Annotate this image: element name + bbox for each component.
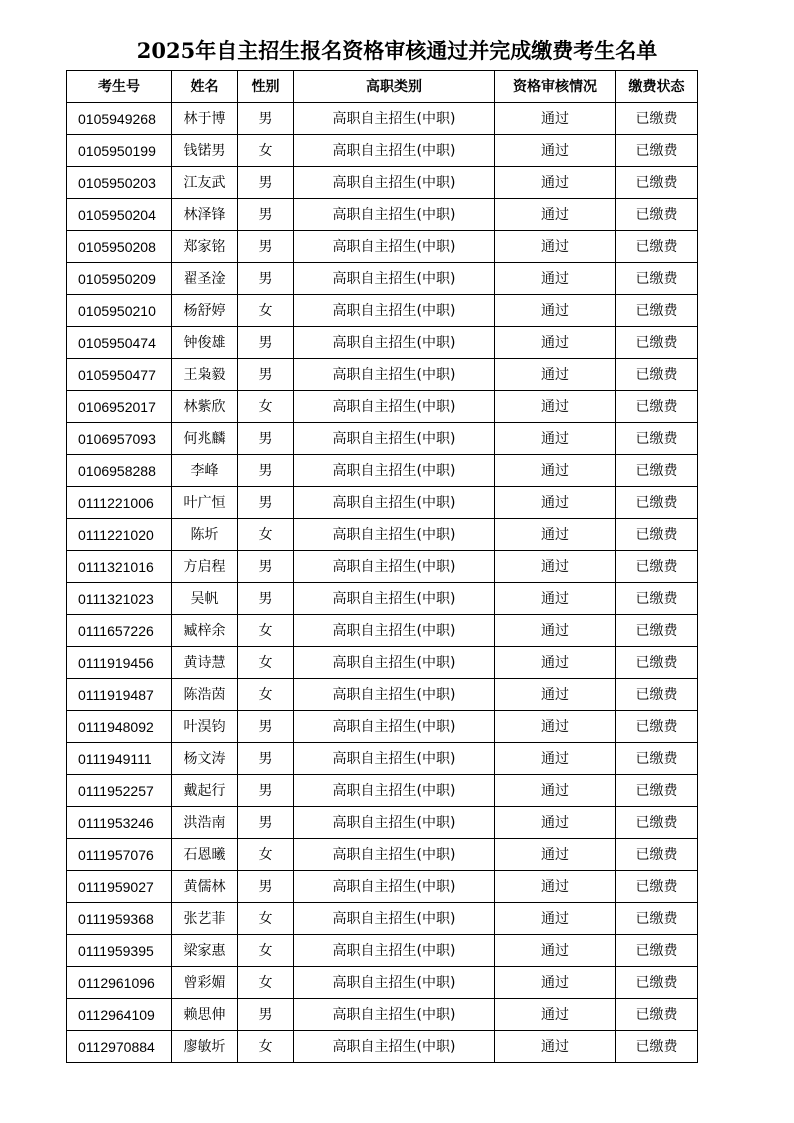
cell-candidate-id: 0112970884 bbox=[67, 1031, 172, 1063]
cell-candidate-name: 钱锘男 bbox=[172, 135, 238, 167]
table-row bbox=[67, 455, 698, 487]
cell-payment-status: 已缴费 bbox=[616, 263, 698, 295]
cell-candidate-name: 钟俊雄 bbox=[172, 327, 238, 359]
table-body bbox=[67, 103, 698, 1063]
table-row bbox=[67, 967, 698, 999]
cell-candidate-id: 0105950203 bbox=[67, 167, 172, 199]
cell-candidate-name: 杨舒婷 bbox=[172, 295, 238, 327]
cell-payment-status: 已缴费 bbox=[616, 935, 698, 967]
cell-review-status: 通过 bbox=[495, 487, 616, 519]
table-row bbox=[67, 839, 698, 871]
cell-category: 高职自主招生(中职) bbox=[294, 839, 495, 871]
cell-candidate-id: 0105950477 bbox=[67, 359, 172, 391]
cell-category: 高职自主招生(中职) bbox=[294, 487, 495, 519]
cell-review-status: 通过 bbox=[495, 935, 616, 967]
cell-candidate-name: 叶广恒 bbox=[172, 487, 238, 519]
cell-payment-status: 已缴费 bbox=[616, 967, 698, 999]
table-row bbox=[67, 935, 698, 967]
cell-review-status: 通过 bbox=[495, 263, 616, 295]
cell-review-status: 通过 bbox=[495, 999, 616, 1031]
cell-review-status: 通过 bbox=[495, 807, 616, 839]
cell-category: 高职自主招生(中职) bbox=[294, 327, 495, 359]
cell-category: 高职自主招生(中职) bbox=[294, 711, 495, 743]
cell-review-status: 通过 bbox=[495, 1031, 616, 1063]
cell-candidate-id: 0111949111 bbox=[67, 743, 172, 775]
table-row bbox=[67, 391, 698, 423]
cell-gender: 女 bbox=[238, 615, 294, 647]
cell-gender: 男 bbox=[238, 583, 294, 615]
table-row bbox=[67, 807, 698, 839]
cell-category: 高职自主招生(中职) bbox=[294, 103, 495, 135]
column-header-review: 资格审核情况 bbox=[495, 71, 616, 103]
cell-candidate-id: 0112961096 bbox=[67, 967, 172, 999]
cell-candidate-name: 黄儒林 bbox=[172, 871, 238, 903]
table-row bbox=[67, 135, 698, 167]
cell-review-status: 通过 bbox=[495, 199, 616, 231]
cell-gender: 男 bbox=[238, 359, 294, 391]
cell-candidate-name: 梁家惠 bbox=[172, 935, 238, 967]
cell-category: 高职自主招生(中职) bbox=[294, 999, 495, 1031]
cell-payment-status: 已缴费 bbox=[616, 199, 698, 231]
cell-category: 高职自主招生(中职) bbox=[294, 903, 495, 935]
cell-gender: 女 bbox=[238, 391, 294, 423]
cell-category: 高职自主招生(中职) bbox=[294, 455, 495, 487]
cell-candidate-id: 0111959395 bbox=[67, 935, 172, 967]
cell-gender: 女 bbox=[238, 1031, 294, 1063]
cell-candidate-id: 0106958288 bbox=[67, 455, 172, 487]
cell-candidate-name: 曾彩媚 bbox=[172, 967, 238, 999]
table-row bbox=[67, 743, 698, 775]
cell-payment-status: 已缴费 bbox=[616, 519, 698, 551]
table-row bbox=[67, 583, 698, 615]
cell-review-status: 通过 bbox=[495, 839, 616, 871]
table-row bbox=[67, 423, 698, 455]
cell-review-status: 通过 bbox=[495, 327, 616, 359]
cell-review-status: 通过 bbox=[495, 743, 616, 775]
cell-payment-status: 已缴费 bbox=[616, 359, 698, 391]
cell-gender: 男 bbox=[238, 871, 294, 903]
table-row bbox=[67, 103, 698, 135]
table-row bbox=[67, 615, 698, 647]
cell-gender: 男 bbox=[238, 807, 294, 839]
column-header-category: 高职类别 bbox=[294, 71, 495, 103]
cell-review-status: 通过 bbox=[495, 391, 616, 423]
cell-payment-status: 已缴费 bbox=[616, 167, 698, 199]
cell-category: 高职自主招生(中职) bbox=[294, 263, 495, 295]
cell-review-status: 通过 bbox=[495, 551, 616, 583]
cell-category: 高职自主招生(中职) bbox=[294, 551, 495, 583]
cell-candidate-id: 0105950210 bbox=[67, 295, 172, 327]
cell-payment-status: 已缴费 bbox=[616, 551, 698, 583]
cell-candidate-name: 郑家铭 bbox=[172, 231, 238, 263]
cell-review-status: 通过 bbox=[495, 295, 616, 327]
table-header-row bbox=[67, 71, 698, 103]
cell-candidate-name: 王枭毅 bbox=[172, 359, 238, 391]
cell-candidate-id: 0111959368 bbox=[67, 903, 172, 935]
cell-candidate-name: 张艺菲 bbox=[172, 903, 238, 935]
cell-payment-status: 已缴费 bbox=[616, 1031, 698, 1063]
cell-candidate-id: 0105950208 bbox=[67, 231, 172, 263]
column-header-id: 考生号 bbox=[67, 71, 172, 103]
cell-payment-status: 已缴费 bbox=[616, 103, 698, 135]
cell-candidate-name: 林泽锋 bbox=[172, 199, 238, 231]
cell-candidate-name: 黄诗慧 bbox=[172, 647, 238, 679]
cell-candidate-name: 陈浩茵 bbox=[172, 679, 238, 711]
cell-category: 高职自主招生(中职) bbox=[294, 1031, 495, 1063]
cell-payment-status: 已缴费 bbox=[616, 391, 698, 423]
table-row bbox=[67, 199, 698, 231]
cell-review-status: 通过 bbox=[495, 231, 616, 263]
cell-candidate-name: 何兆麟 bbox=[172, 423, 238, 455]
cell-candidate-id: 0111952257 bbox=[67, 775, 172, 807]
cell-review-status: 通过 bbox=[495, 711, 616, 743]
cell-payment-status: 已缴费 bbox=[616, 999, 698, 1031]
table-row bbox=[67, 327, 698, 359]
cell-candidate-id: 0105950204 bbox=[67, 199, 172, 231]
cell-candidate-id: 0111919487 bbox=[67, 679, 172, 711]
cell-payment-status: 已缴费 bbox=[616, 903, 698, 935]
cell-payment-status: 已缴费 bbox=[616, 231, 698, 263]
table-row bbox=[67, 711, 698, 743]
cell-gender: 女 bbox=[238, 135, 294, 167]
cell-gender: 女 bbox=[238, 935, 294, 967]
cell-candidate-name: 吴帆 bbox=[172, 583, 238, 615]
table-row bbox=[67, 775, 698, 807]
cell-category: 高职自主招生(中职) bbox=[294, 391, 495, 423]
table-row bbox=[67, 231, 698, 263]
cell-payment-status: 已缴费 bbox=[616, 327, 698, 359]
cell-candidate-id: 0105950199 bbox=[67, 135, 172, 167]
cell-category: 高职自主招生(中职) bbox=[294, 519, 495, 551]
cell-review-status: 通过 bbox=[495, 583, 616, 615]
cell-candidate-name: 赖思伸 bbox=[172, 999, 238, 1031]
cell-category: 高职自主招生(中职) bbox=[294, 967, 495, 999]
table-row bbox=[67, 359, 698, 391]
cell-candidate-name: 林于博 bbox=[172, 103, 238, 135]
cell-candidate-name: 李峰 bbox=[172, 455, 238, 487]
cell-gender: 男 bbox=[238, 775, 294, 807]
table-row bbox=[67, 295, 698, 327]
cell-category: 高职自主招生(中职) bbox=[294, 199, 495, 231]
cell-category: 高职自主招生(中职) bbox=[294, 743, 495, 775]
cell-category: 高职自主招生(中职) bbox=[294, 647, 495, 679]
cell-review-status: 通过 bbox=[495, 679, 616, 711]
cell-candidate-name: 臧梓余 bbox=[172, 615, 238, 647]
page-title: 2025年自主招生报名资格审核通过并完成缴费考生名单 bbox=[136, 38, 658, 63]
cell-candidate-name: 江友武 bbox=[172, 167, 238, 199]
table-row bbox=[67, 1031, 698, 1063]
cell-candidate-id: 0105950209 bbox=[67, 263, 172, 295]
cell-gender: 男 bbox=[238, 231, 294, 263]
cell-gender: 男 bbox=[238, 743, 294, 775]
cell-payment-status: 已缴费 bbox=[616, 775, 698, 807]
cell-payment-status: 已缴费 bbox=[616, 871, 698, 903]
cell-gender: 男 bbox=[238, 487, 294, 519]
cell-category: 高职自主招生(中职) bbox=[294, 679, 495, 711]
cell-gender: 女 bbox=[238, 519, 294, 551]
candidate-table bbox=[66, 70, 698, 1063]
cell-candidate-id: 0111953246 bbox=[67, 807, 172, 839]
cell-review-status: 通过 bbox=[495, 135, 616, 167]
table-row bbox=[67, 263, 698, 295]
cell-candidate-id: 0111919456 bbox=[67, 647, 172, 679]
cell-candidate-id: 0105949268 bbox=[67, 103, 172, 135]
table-row bbox=[67, 679, 698, 711]
cell-gender: 女 bbox=[238, 679, 294, 711]
column-header-payment: 缴费状态 bbox=[616, 71, 698, 103]
cell-payment-status: 已缴费 bbox=[616, 615, 698, 647]
cell-candidate-id: 0105950474 bbox=[67, 327, 172, 359]
cell-candidate-name: 翟圣淦 bbox=[172, 263, 238, 295]
cell-candidate-name: 叶淏钧 bbox=[172, 711, 238, 743]
cell-payment-status: 已缴费 bbox=[616, 679, 698, 711]
cell-candidate-id: 0111321016 bbox=[67, 551, 172, 583]
cell-review-status: 通过 bbox=[495, 423, 616, 455]
cell-payment-status: 已缴费 bbox=[616, 423, 698, 455]
cell-review-status: 通过 bbox=[495, 167, 616, 199]
cell-candidate-id: 0111657226 bbox=[67, 615, 172, 647]
table-row bbox=[67, 871, 698, 903]
cell-category: 高职自主招生(中职) bbox=[294, 615, 495, 647]
cell-payment-status: 已缴费 bbox=[616, 807, 698, 839]
cell-review-status: 通过 bbox=[495, 359, 616, 391]
cell-payment-status: 已缴费 bbox=[616, 711, 698, 743]
cell-candidate-id: 0111957076 bbox=[67, 839, 172, 871]
column-header-gender: 性别 bbox=[238, 71, 294, 103]
cell-gender: 男 bbox=[238, 999, 294, 1031]
cell-candidate-id: 0111221006 bbox=[67, 487, 172, 519]
cell-gender: 男 bbox=[238, 103, 294, 135]
cell-category: 高职自主招生(中职) bbox=[294, 231, 495, 263]
cell-gender: 男 bbox=[238, 711, 294, 743]
cell-gender: 男 bbox=[238, 455, 294, 487]
cell-review-status: 通过 bbox=[495, 519, 616, 551]
cell-candidate-name: 方启程 bbox=[172, 551, 238, 583]
cell-category: 高职自主招生(中职) bbox=[294, 167, 495, 199]
cell-payment-status: 已缴费 bbox=[616, 455, 698, 487]
table-row bbox=[67, 647, 698, 679]
cell-review-status: 通过 bbox=[495, 871, 616, 903]
cell-gender: 男 bbox=[238, 199, 294, 231]
column-header-name: 姓名 bbox=[172, 71, 238, 103]
cell-category: 高职自主招生(中职) bbox=[294, 583, 495, 615]
cell-candidate-name: 洪浩南 bbox=[172, 807, 238, 839]
cell-candidate-id: 0111948092 bbox=[67, 711, 172, 743]
cell-review-status: 通过 bbox=[495, 647, 616, 679]
table-row bbox=[67, 551, 698, 583]
cell-payment-status: 已缴费 bbox=[616, 487, 698, 519]
cell-review-status: 通过 bbox=[495, 967, 616, 999]
table-row bbox=[67, 487, 698, 519]
cell-candidate-id: 0111321023 bbox=[67, 583, 172, 615]
cell-payment-status: 已缴费 bbox=[616, 135, 698, 167]
cell-candidate-name: 戴起行 bbox=[172, 775, 238, 807]
cell-review-status: 通过 bbox=[495, 615, 616, 647]
cell-gender: 女 bbox=[238, 967, 294, 999]
cell-candidate-id: 0111959027 bbox=[67, 871, 172, 903]
cell-payment-status: 已缴费 bbox=[616, 839, 698, 871]
table-row bbox=[67, 999, 698, 1031]
cell-candidate-id: 0106957093 bbox=[67, 423, 172, 455]
cell-candidate-id: 0111221020 bbox=[67, 519, 172, 551]
cell-gender: 女 bbox=[238, 839, 294, 871]
cell-category: 高职自主招生(中职) bbox=[294, 807, 495, 839]
cell-gender: 男 bbox=[238, 263, 294, 295]
cell-candidate-id: 0112964109 bbox=[67, 999, 172, 1031]
cell-payment-status: 已缴费 bbox=[616, 583, 698, 615]
cell-category: 高职自主招生(中职) bbox=[294, 359, 495, 391]
table-row bbox=[67, 903, 698, 935]
cell-candidate-name: 林紫欣 bbox=[172, 391, 238, 423]
cell-review-status: 通过 bbox=[495, 455, 616, 487]
cell-category: 高职自主招生(中职) bbox=[294, 135, 495, 167]
cell-category: 高职自主招生(中职) bbox=[294, 871, 495, 903]
cell-category: 高职自主招生(中职) bbox=[294, 423, 495, 455]
cell-gender: 男 bbox=[238, 423, 294, 455]
cell-gender: 女 bbox=[238, 903, 294, 935]
cell-gender: 男 bbox=[238, 327, 294, 359]
table-row bbox=[67, 167, 698, 199]
cell-payment-status: 已缴费 bbox=[616, 295, 698, 327]
cell-category: 高职自主招生(中职) bbox=[294, 295, 495, 327]
cell-gender: 女 bbox=[238, 647, 294, 679]
cell-candidate-name: 廖敏圻 bbox=[172, 1031, 238, 1063]
cell-candidate-name: 杨文涛 bbox=[172, 743, 238, 775]
cell-gender: 女 bbox=[238, 295, 294, 327]
cell-payment-status: 已缴费 bbox=[616, 743, 698, 775]
cell-category: 高职自主招生(中职) bbox=[294, 935, 495, 967]
cell-review-status: 通过 bbox=[495, 775, 616, 807]
cell-payment-status: 已缴费 bbox=[616, 647, 698, 679]
cell-review-status: 通过 bbox=[495, 103, 616, 135]
cell-candidate-id: 0106952017 bbox=[67, 391, 172, 423]
cell-category: 高职自主招生(中职) bbox=[294, 775, 495, 807]
cell-gender: 男 bbox=[238, 551, 294, 583]
cell-gender: 男 bbox=[238, 167, 294, 199]
cell-candidate-name: 陈圻 bbox=[172, 519, 238, 551]
table-row bbox=[67, 519, 698, 551]
cell-candidate-name: 石恩曦 bbox=[172, 839, 238, 871]
cell-review-status: 通过 bbox=[495, 903, 616, 935]
